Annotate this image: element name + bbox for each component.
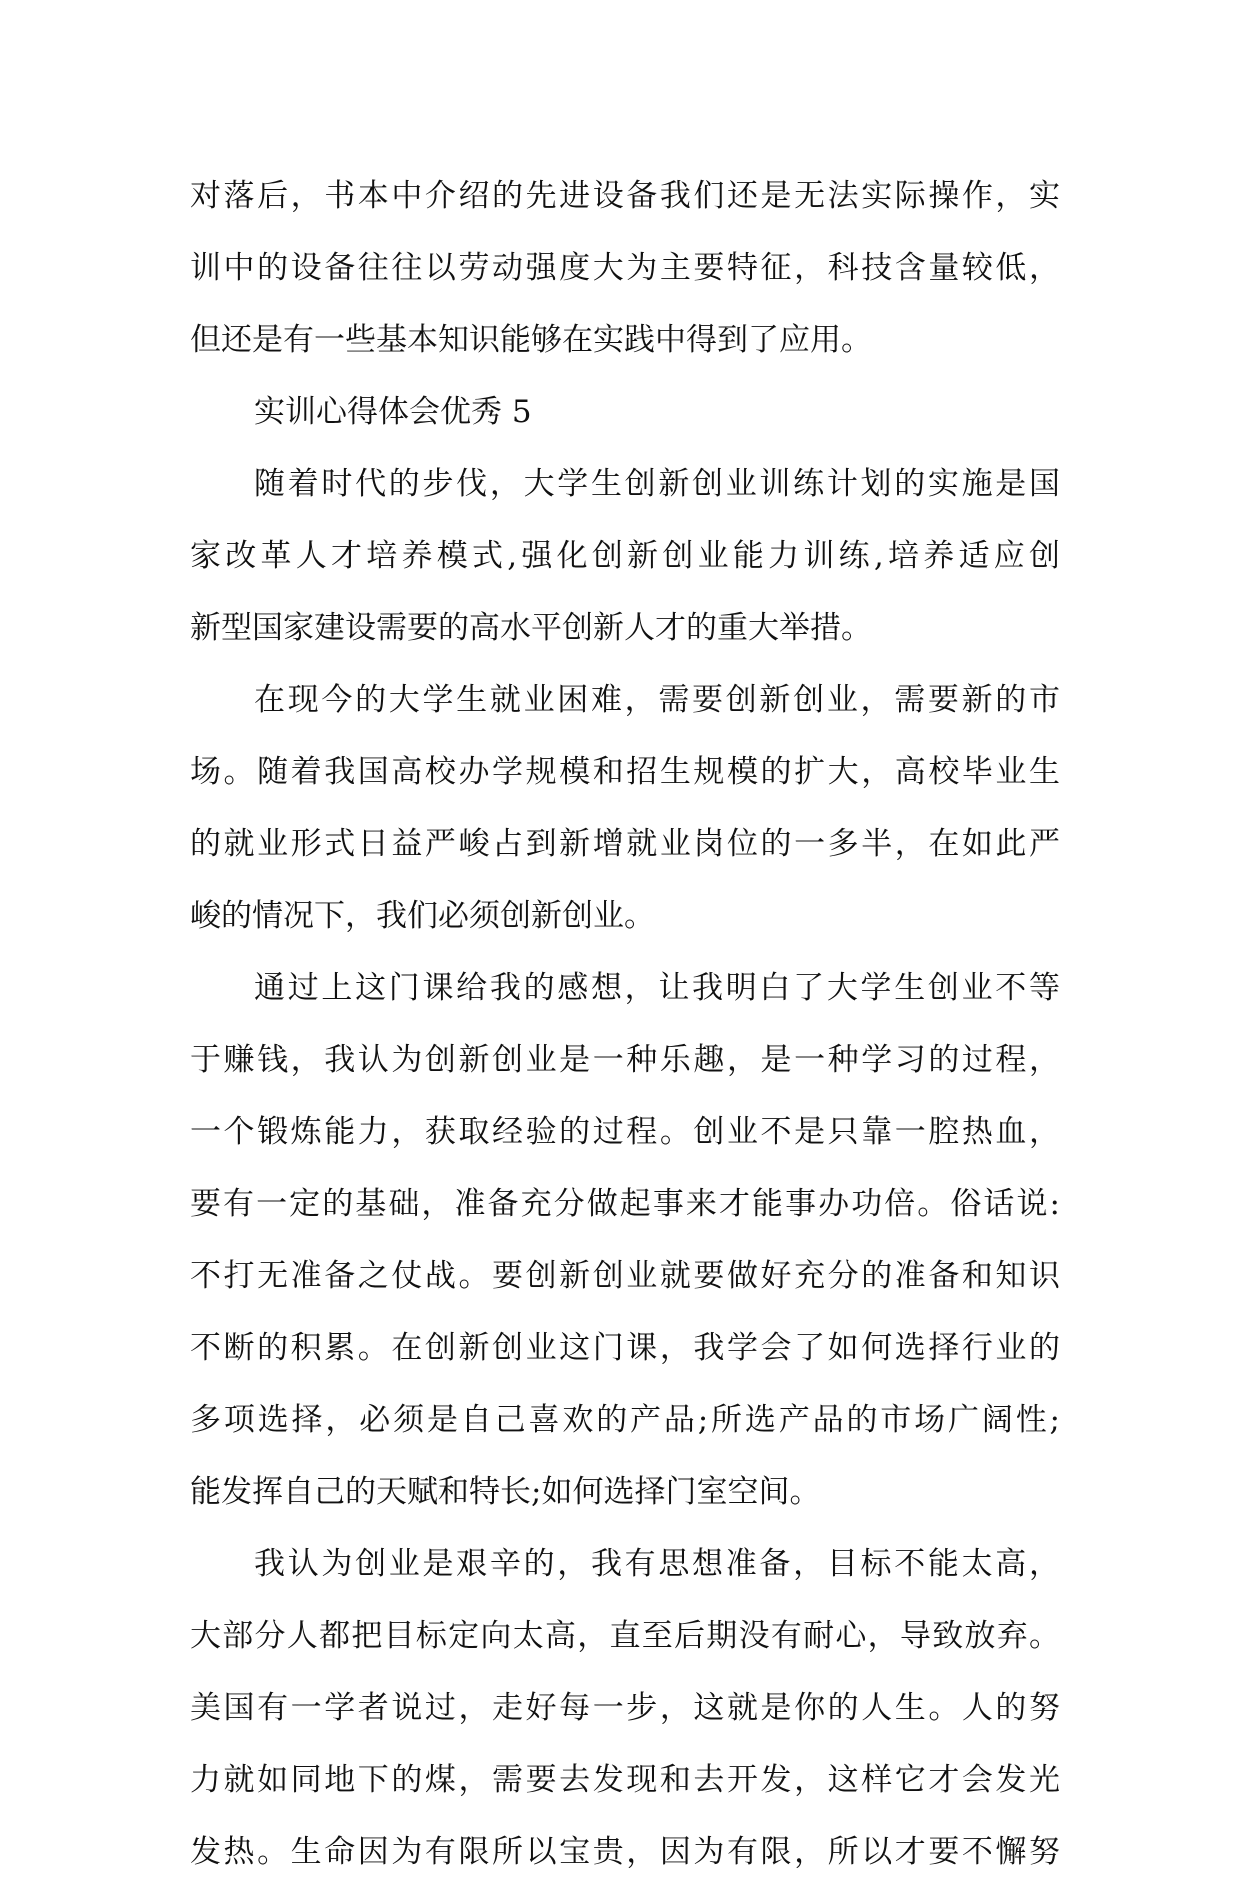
- section-heading: 实训心得体会优秀 5: [254, 394, 532, 430]
- text-line: 发热。生命因为有限所以宝贵，因为有限，所以才要不懈努: [190, 1834, 1060, 1870]
- text-line: 峻的情况下，我们必须创新创业。: [190, 898, 655, 934]
- text-line: 大部分人都把目标定向太高，直至后期没有耐心，导致放弃。: [190, 1618, 1060, 1654]
- document-body: [190, 160, 1060, 1888]
- text-line: 的就业形式日益严峻占到新增就业岗位的一多半，在如此严: [190, 826, 1060, 862]
- text-line: 我认为创业是艰辛的，我有思想准备，目标不能太高，: [254, 1546, 1060, 1582]
- text-line: 随着时代的步伐，大学生创新创业训练计划的实施是国: [254, 466, 1060, 502]
- text-line: 多项选择，必须是自己喜欢的产品;所选产品的市场广阔性;: [190, 1402, 1060, 1438]
- text-line: 通过上这门课给我的感想，让我明白了大学生创业不等: [254, 970, 1060, 1006]
- text-line: 训中的设备往往以劳动强度大为主要特征，科技含量较低，: [190, 250, 1060, 286]
- text-line: 新型国家建设需要的高水平创新人才的重大举措。: [190, 610, 872, 646]
- text-line: 要有一定的基础，准备充分做起事来才能事办功倍。俗话说:: [190, 1186, 1060, 1222]
- text-line: 场。随着我国高校办学规模和招生规模的扩大，高校毕业生: [190, 754, 1060, 790]
- text-line: 对落后，书本中介绍的先进设备我们还是无法实际操作，实: [190, 178, 1060, 214]
- text-line: 在现今的大学生就业困难，需要创新创业，需要新的市: [254, 682, 1060, 718]
- text-line: 能发挥自己的天赋和特长;如何选择门室空间。: [190, 1474, 821, 1510]
- text-line: 力就如同地下的煤，需要去发现和去开发，这样它才会发光: [190, 1762, 1060, 1798]
- text-line: 一个锻炼能力，获取经验的过程。创业不是只靠一腔热血，: [190, 1114, 1060, 1150]
- text-line: 但还是有一些基本知识能够在实践中得到了应用。: [190, 322, 872, 358]
- text-line: 不打无准备之仗战。要创新创业就要做好充分的准备和知识: [190, 1258, 1060, 1294]
- text-line: 美国有一学者说过，走好每一步，这就是你的人生。人的努: [190, 1690, 1060, 1726]
- text-line: 家改革人才培养模式,强化创新创业能力训练,培养适应创: [190, 538, 1060, 574]
- text-line: 于赚钱，我认为创新创业是一种乐趣，是一种学习的过程，: [190, 1042, 1060, 1078]
- text-line: 不断的积累。在创新创业这门课，我学会了如何选择行业的: [190, 1330, 1060, 1366]
